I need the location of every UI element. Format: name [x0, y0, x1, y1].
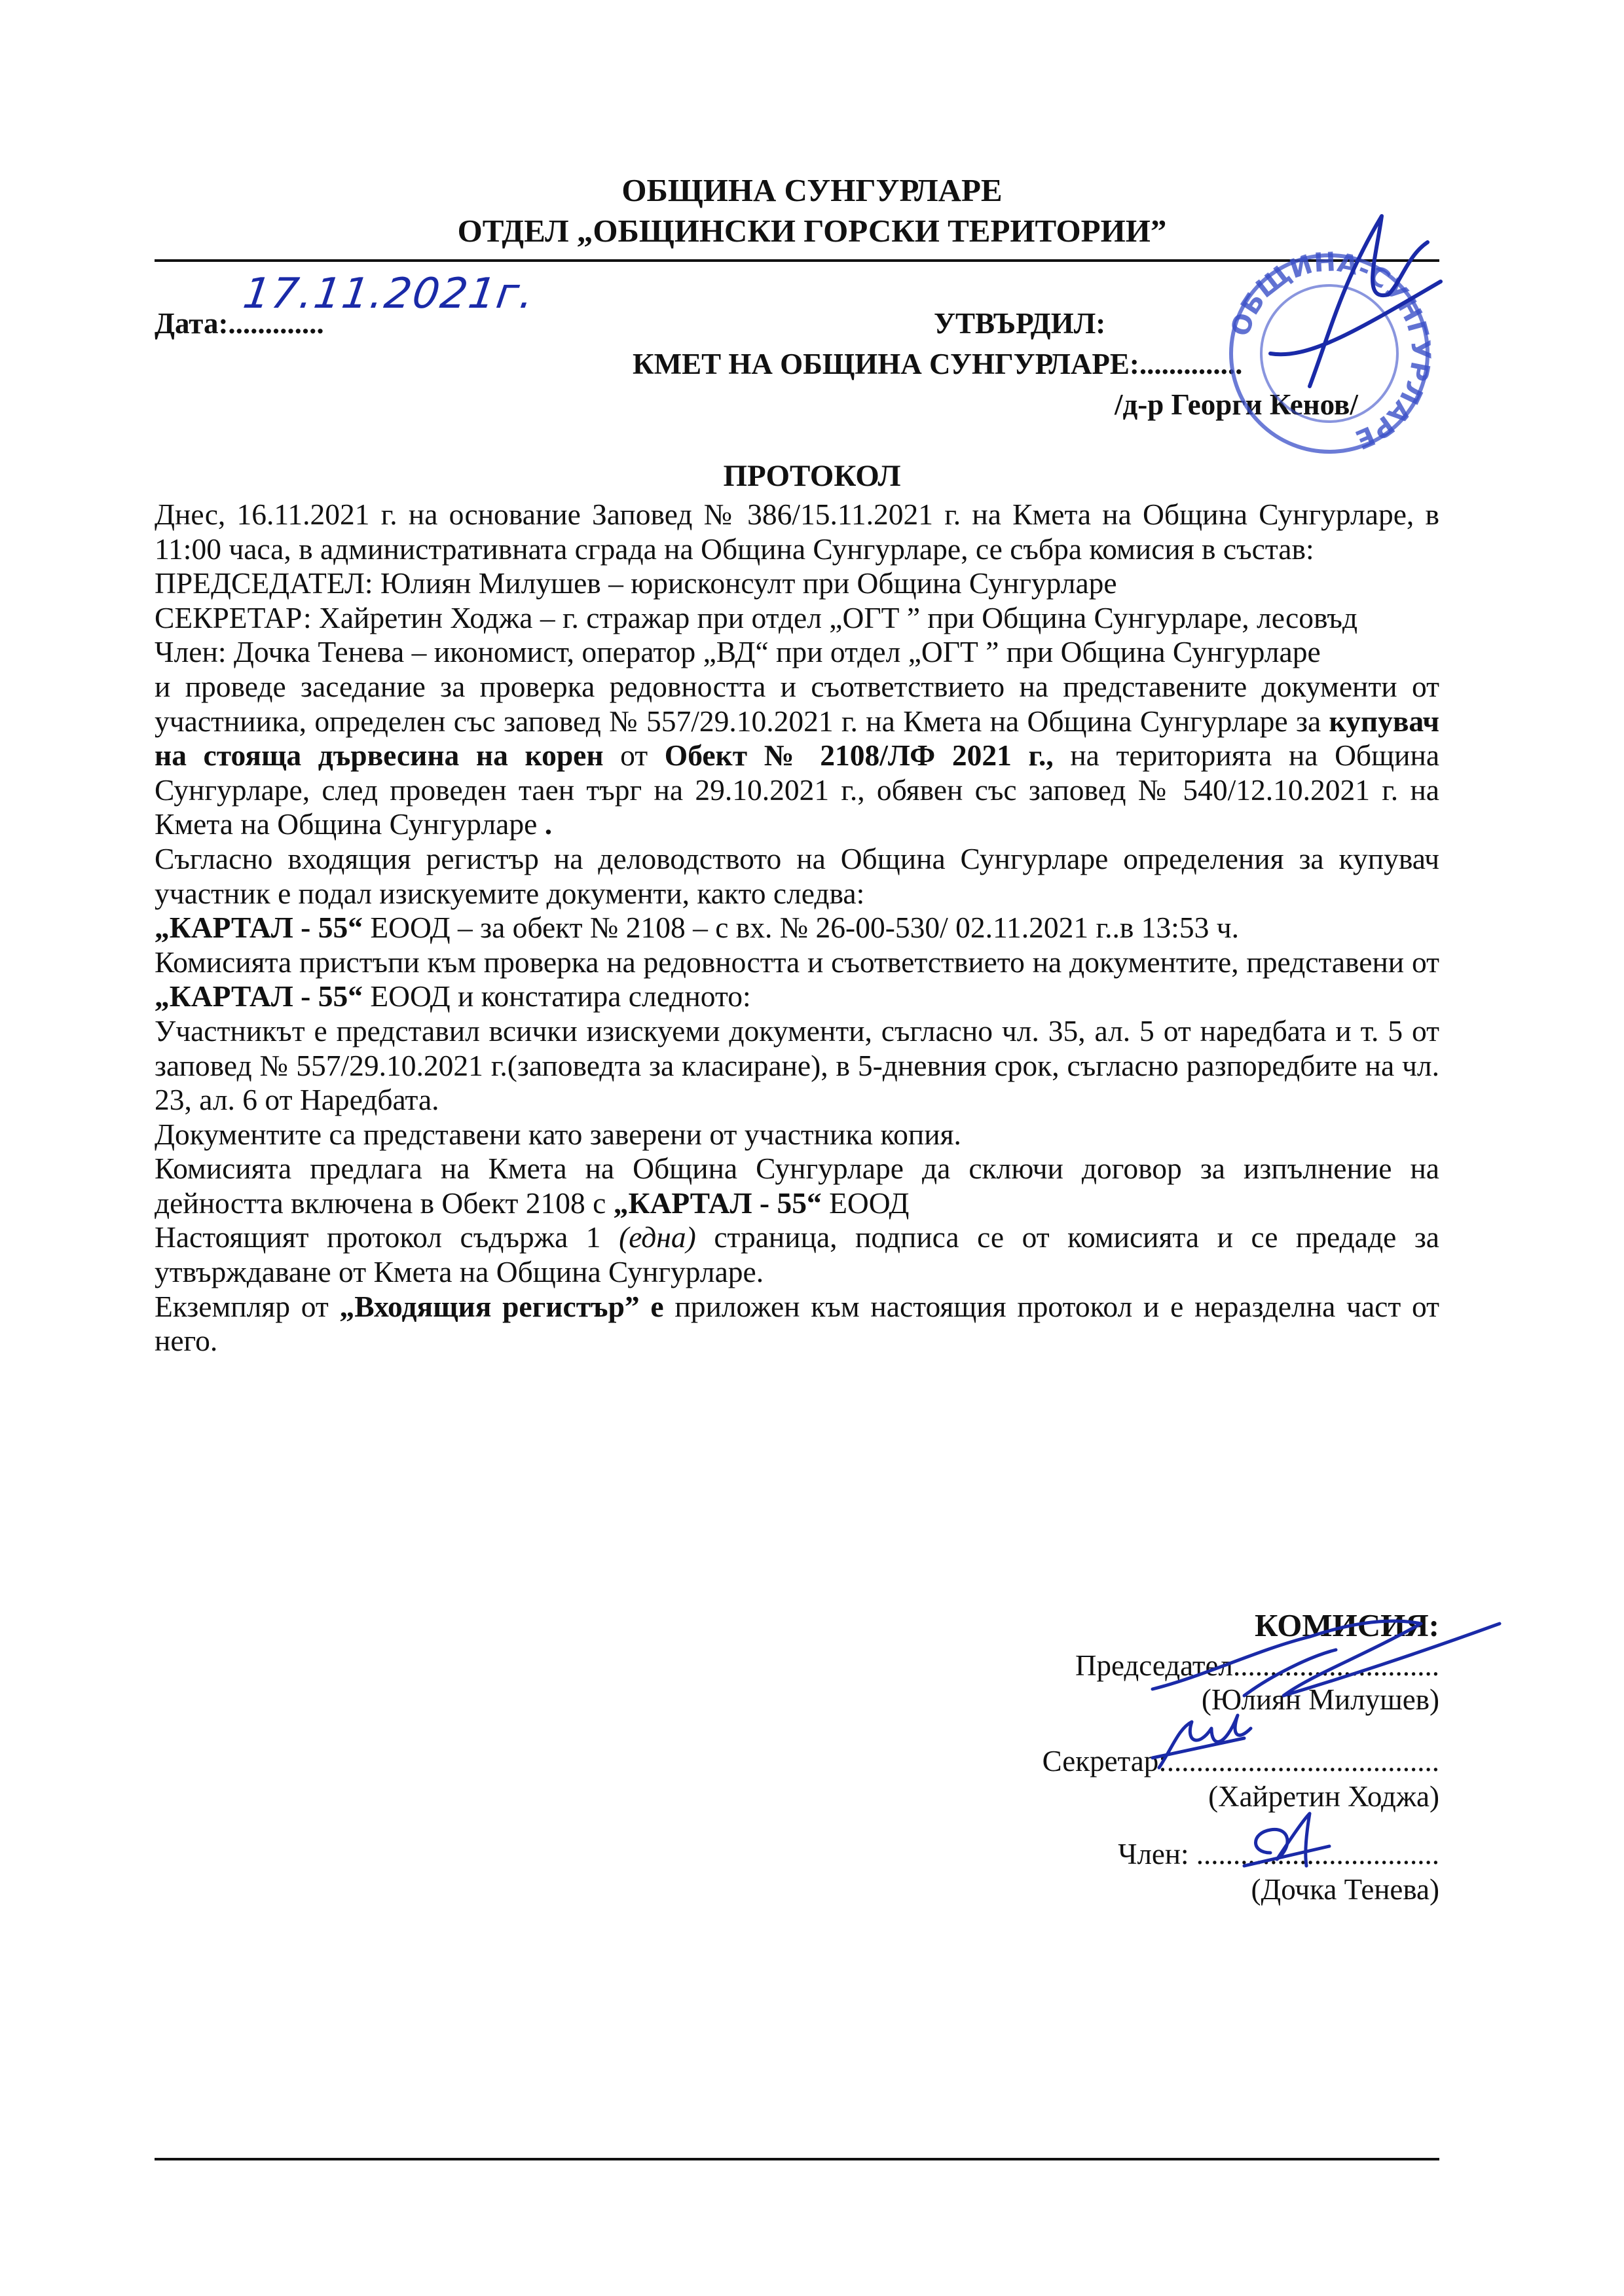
secretary-name: (Хайретин Ходжа) [1208, 1780, 1439, 1813]
member-name: (Дочка Тенева) [1251, 1873, 1439, 1906]
footer-rule [155, 2158, 1439, 2160]
paragraph-proposal: Комисията предлага на Кмета на Община Сунгурларе да сключи договор за изпълнение на дейността включена в Обект 2108 с „КАРТАЛ - 55“ ЕООД [155, 1152, 1439, 1220]
chair-signature [1113, 1597, 1519, 1715]
mayor-signature [1231, 203, 1454, 419]
paragraph-chairman: ПРЕДСЕДАТЕЛ: Юлиян Милушев – юрисконсулт при Община Сунгурларе [155, 566, 1117, 600]
mayor-line: КМЕТ НА ОБЩИНА СУНГУРЛАРЕ:.............. [633, 348, 1243, 380]
municipality-heading: ОБЩИНА СУНГУРЛАРЕ [621, 172, 1003, 208]
chair-signature-line: Председател............................ [1075, 1649, 1439, 1682]
paragraph-check: Комисията пристъпи към проверка на редовността и съответствието на документите, представени от „КАРТАЛ - 55“ ЕООД и констатира следното: [155, 945, 1439, 1013]
paragraph-pages: Настоящият протокол съдържа 1 (една) страница, подписа се от комисията и се предаде за утвърждаване от Кмета на Община Сунгурларе. [155, 1220, 1439, 1289]
paragraph-register-copy: Екземпляр от „Входящия регистър” е приложен към настоящия протокол и е неразделна част от него. [155, 1289, 1440, 1358]
member-signature-line: Член: ................................. [1118, 1838, 1439, 1870]
secretary-signature [1139, 1702, 1270, 1781]
date-label: Дата:............. [155, 307, 324, 340]
paragraph-opening: Днес, 16.11.2021 г. на основание Заповед № 386/15.11.2021 г. на Кмета на Община Сунгурларе, в 11:00 часа, в административната сграда на Община Сунгурларе, се събра комисия в състав: [155, 498, 1439, 566]
paragraph-session: и проведе заседание за проверка редовността и съответствието на представените документи от участниика, определен със заповед № 557/29.10.2021 г. на Кмета на Община Сунгурларе за купувач на стояща дървесина на корен от Обект № 2108/ЛФ 2021 г., на територията на Община Сунгурларе, след проведен таен търг на 29.10.2021 г., обявен със заповед № 540/12.10.2021 г. на Кмета на Община Сунгурларе . [155, 669, 1440, 841]
chair-name: (Юлиян Милушев) [1201, 1683, 1439, 1716]
paragraph-participant: „КАРТАЛ - 55“ ЕООД – за обект № 2108 – с вх. № 26-00-530/ 02.11.2021 г..в 13:53 ч. [155, 911, 1239, 945]
department-heading: ОТДЕЛ „ОБЩИНСКИ ГОРСКИ ТЕРИТОРИИ” [457, 213, 1167, 249]
secretary-signature-line: Секретар:..................................... [1042, 1745, 1439, 1777]
paragraph-register: Съгласно входящия регистър на деловодството на Община Сунгурларе определения за купувач участник е подал изискуемите документи, както следва: [155, 841, 1439, 910]
svg-text:ОБЩИНА-СУНГУРЛАРЕ: ОБЩИНА-СУНГУРЛАРЕ [1225, 247, 1436, 455]
member-signature [1231, 1807, 1362, 1879]
mayor-name: /д-р Георги Кенов/ [1115, 388, 1358, 421]
protocol-body [155, 498, 1439, 1358]
paragraph-secretary: СЕКРЕТАР: Хайретин Ходжа – г. стражар при отдел „ОГТ ” при Община Сунгурларе, лесовъд [155, 600, 1358, 634]
commission-heading: КОМИСИЯ: [1255, 1607, 1439, 1643]
approved-label: УТВЪРДИЛ: [934, 307, 1106, 340]
paragraph-documents: Участникът е представил всички изискуеми документи, съгласно чл. 35, ал. 5 от наредбата и т. 5 от заповед № 557/29.10.2021 г.(заповедта за класиране), в 5-дневния срок, съгласно разпоредбите на чл. 23, ал. 6 от Наредбата. [155, 1013, 1439, 1117]
document-title: ПРОТОКОЛ [723, 459, 901, 493]
handwritten-date: 17.11.2021г. [240, 270, 538, 318]
paragraph-copies: Документите са представени като заверени от участника копия. [155, 1117, 961, 1151]
paragraph-member: Член: Дочка Тенева – икономист, оператор „ВД“ при отдел „ОГТ ” при Община Сунгурларе [155, 635, 1321, 669]
